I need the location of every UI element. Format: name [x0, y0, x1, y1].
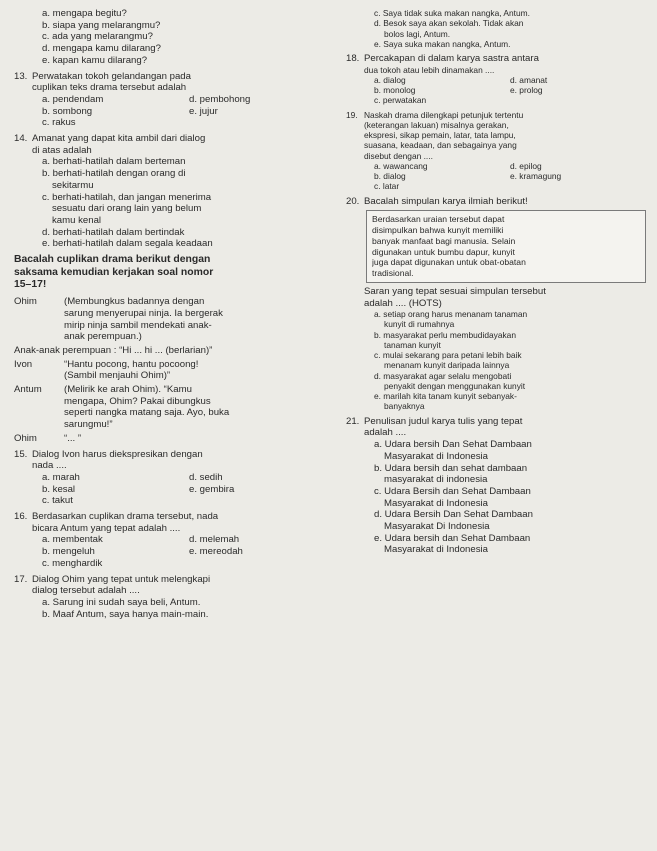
instruction-line: saksama kemudian kerjakan soal nomor — [14, 266, 214, 278]
option: e. gembira — [189, 483, 235, 495]
question-21 — [346, 416, 646, 556]
question-stem: Amanat yang dapat kita ambil dari dialog — [32, 133, 206, 145]
option: b. dialog — [374, 171, 406, 182]
option: d. epilog — [510, 160, 542, 171]
question-number: 15. — [14, 448, 28, 460]
option: b. berhati-hatilah dengan orang di — [42, 168, 186, 180]
option: b. Maaf Antum, saya hanya main-main. — [42, 608, 209, 620]
right-column — [346, 8, 646, 556]
dialog-line: seperti nangka matang saja. Ayo, buka — [64, 407, 230, 419]
option-cont: menanam kunyit daripada lainnya — [384, 360, 510, 371]
speaker: Ohim — [14, 296, 37, 308]
option: d. sedih — [189, 471, 223, 483]
question-stem: dialog tersebut adalah .... — [32, 585, 140, 597]
question-follow: Saran yang tepat sesuai simpulan tersebut — [364, 285, 546, 297]
question-13 — [14, 71, 336, 130]
option-cont: Masyarakat di Indonesia — [384, 497, 488, 509]
instruction — [14, 254, 336, 292]
option: e. marilah kita tanam kunyit sebanyak- — [374, 391, 517, 402]
question-17 — [14, 574, 336, 621]
option: c. mulai sekarang para petani lebih baik — [374, 350, 522, 361]
option: e. mereodah — [189, 546, 243, 558]
left-column — [14, 8, 336, 620]
dialog-entry — [14, 296, 336, 343]
option-cont: Masyarakat Di Indonesia — [384, 521, 490, 533]
option-cont: tanaman kunyit — [384, 339, 441, 350]
question-stem: (keterangan lakuan) misalnya gerakan, — [364, 119, 509, 130]
instruction-line: Bacalah cuplikan drama berikut dengan — [14, 254, 211, 266]
question-20 — [346, 196, 646, 412]
option: e. berhati-hatilah dalam segala keadaan — [42, 238, 213, 250]
question-15 — [14, 449, 336, 508]
dialog-line: sarungmu!” — [64, 419, 113, 431]
box-line: tradisional. — [372, 268, 414, 279]
option: b. siapa yang melarangmu? — [42, 19, 161, 31]
option: c. menghardik — [42, 557, 103, 569]
option: a. setiap orang harus menanam tanaman — [374, 309, 528, 320]
dialog-entry — [14, 359, 336, 382]
option: c. Udara Bersih dan Sehat Dambaan — [374, 485, 531, 497]
option-cont: penyakit dengan menggunakan kunyit — [384, 380, 526, 391]
question-stem: nada .... — [32, 460, 67, 472]
option: a. berhati-hatilah dalam berteman — [42, 156, 186, 168]
option: e. jujur — [189, 105, 218, 117]
box-line: digunakan untuk bumbu dapur, kunyit — [372, 246, 515, 257]
dialog-line: sarung menyerupai ninja. Ia bergerak — [64, 307, 223, 319]
option: e. prolog — [510, 85, 543, 96]
question-stem: Percakapan di dalam karya sastra antara — [364, 53, 539, 64]
question-follow: adalah .... (HOTS) — [364, 297, 442, 309]
option: d. masyarakat agar selalu mengobati — [374, 370, 512, 381]
question-stem: dua tokoh atau lebih dinamakan .... — [364, 64, 495, 75]
question-stem: di atas adalah — [32, 144, 92, 156]
question-19 — [346, 110, 646, 192]
dialog-line: “... ” — [64, 432, 82, 444]
box-line: Berdasarkan uraian tersebut dapat — [372, 214, 505, 225]
option-cont: Masyarakat di Indonesia — [384, 450, 488, 462]
option: b. kesal — [42, 483, 76, 495]
option: e. kramagung — [510, 171, 562, 182]
speaker: Ivon — [14, 358, 33, 370]
speaker: Ohim — [14, 432, 37, 444]
question-number: 19. — [346, 109, 358, 120]
question-stem: Dialog Ohim yang tepat untuk melengkapi — [32, 573, 211, 585]
option-cont: sesuatu dari orang lain yang belum — [52, 203, 202, 215]
dialog-line: (Sambil menjauhi Ohim)” — [64, 370, 171, 382]
dialog-line: (Melirik ke arah Ohim). “Kamu — [64, 384, 192, 396]
question-stem: Penulisan judul karya tulis yang tepat — [364, 415, 523, 427]
dialog-line: mirip ninja sambil mendekati anak- — [64, 319, 212, 331]
option-cont: banyaknya — [384, 401, 425, 412]
option: c. latar — [374, 181, 400, 192]
question-14 — [14, 133, 336, 250]
question-stem: ekspresi, sikap pemain, latar, tata lampu, — [364, 130, 516, 141]
question-number: 18. — [346, 53, 360, 64]
question-stem: Naskah drama dilengkapi petunjuk tertentu — [364, 109, 524, 120]
option: b. mengeluh — [42, 546, 95, 558]
question-number: 17. — [14, 573, 28, 585]
dialog-line: (Membungkus badannya dengan — [64, 296, 205, 308]
option: b. sombong — [42, 105, 93, 117]
speaker: Antum — [14, 384, 42, 396]
option: a. wawancang — [374, 160, 428, 171]
option: a. Udara bersih Dan Sehat Dambaan — [374, 439, 532, 451]
box-line: disimpulkan bahwa kunyit memiliki — [372, 225, 504, 236]
top-options — [14, 8, 336, 67]
option: a. dialog — [374, 74, 406, 85]
option: d. berhati-hatilah dalam bertindak — [42, 226, 185, 238]
dialog-entry — [14, 433, 336, 445]
box-line: banyak manfaat bagi manusia. Selain — [372, 235, 516, 246]
question-16 — [14, 511, 336, 570]
speaker: Anak-anak perempuan — [14, 344, 112, 356]
option: c. rakus — [42, 117, 76, 129]
question-stem: Berdasarkan cuplikan drama tersebut, nada — [32, 511, 219, 523]
option: d. Besok saya akan sekolah. Tidak akan — [374, 18, 524, 29]
question-stem: bicara Antum yang tepat adalah .... — [32, 522, 181, 534]
option: e. kapan kamu dilarang? — [42, 54, 148, 66]
question-stem: Perwatakan tokoh gelandangan pada — [32, 70, 191, 82]
option-cont: kunyit di rumahnya — [384, 319, 455, 330]
option: d. pembohong — [189, 93, 251, 105]
option: b. monolog — [374, 85, 416, 96]
option: a. pendendam — [42, 93, 104, 105]
option: b. Udara bersih dan sehat dambaan — [374, 462, 528, 474]
question-18 — [346, 53, 646, 106]
option: c. Saya tidak suka makan nangka, Antum. — [374, 8, 530, 18]
box-line: juga dapat digunakan untuk obat-obatan — [372, 257, 526, 268]
option-cont: Masyarakat di Indonesia — [384, 544, 488, 556]
option: d. mengapa kamu dilarang? — [42, 43, 161, 55]
option: e. Saya suka makan nangka, Antum. — [374, 38, 511, 49]
option-cont: kamu kenal — [52, 214, 102, 226]
dialog-entry — [14, 384, 336, 431]
question-number: 13. — [14, 70, 28, 82]
dialog-line: anak perempuan.) — [64, 331, 142, 343]
question-stem: disebut dengan .... — [364, 150, 433, 161]
question-stem: adalah .... — [364, 427, 407, 439]
conclusion-box — [366, 210, 646, 282]
option-cont: masyarakat di indonesia — [384, 474, 488, 486]
question-stem: Bacalah simpulan karya ilmiah berikut! — [364, 195, 528, 207]
question-number: 21. — [346, 415, 360, 427]
option: a. Sarung ini sudah saya beli, Antum. — [42, 597, 201, 608]
option: d. amanat — [510, 74, 548, 85]
question-stem: suasana, keadaan, dan sebagainya yang — [364, 140, 517, 151]
top-options — [346, 8, 646, 49]
option: c. berhati-hatilah, dan jangan menerima — [42, 191, 212, 203]
dialog-line: : “Hi ... hi ... (berlarian)” — [113, 344, 213, 356]
option: d. melemah — [189, 534, 240, 546]
dialog-line: “Hantu pocong, hantu pocoong! — [64, 358, 199, 370]
question-stem: Dialog Ivon harus diekspresikan dengan — [32, 448, 203, 460]
question-stem: cuplikan teks drama tersebut adalah — [32, 82, 187, 94]
instruction-line: 15–17! — [14, 279, 47, 291]
option: c. ada yang melarangmu? — [42, 31, 153, 43]
option: c. takut — [42, 495, 73, 507]
dialog-line: mengapa, Ohim? Pakai dibungkus — [64, 395, 211, 407]
question-number: 14. — [14, 133, 28, 145]
option: c. perwatakan — [374, 95, 427, 106]
question-number: 16. — [14, 511, 28, 523]
option: a. marah — [42, 471, 80, 483]
option: a. membentak — [42, 534, 103, 546]
question-number: 20. — [346, 195, 360, 207]
drama-dialog — [14, 296, 336, 444]
option: d. Udara Bersih Dan Sehat Dambaan — [374, 509, 533, 521]
option: e. Udara bersih dan Sehat Dambaan — [374, 532, 531, 544]
option: b. masyarakat perlu membudidayakan — [374, 329, 516, 340]
option-cont: bolos lagi, Antum. — [384, 28, 451, 39]
option-cont: sekitarmu — [52, 179, 94, 191]
dialog-entry — [14, 345, 336, 357]
option: a. mengapa begitu? — [42, 8, 127, 19]
